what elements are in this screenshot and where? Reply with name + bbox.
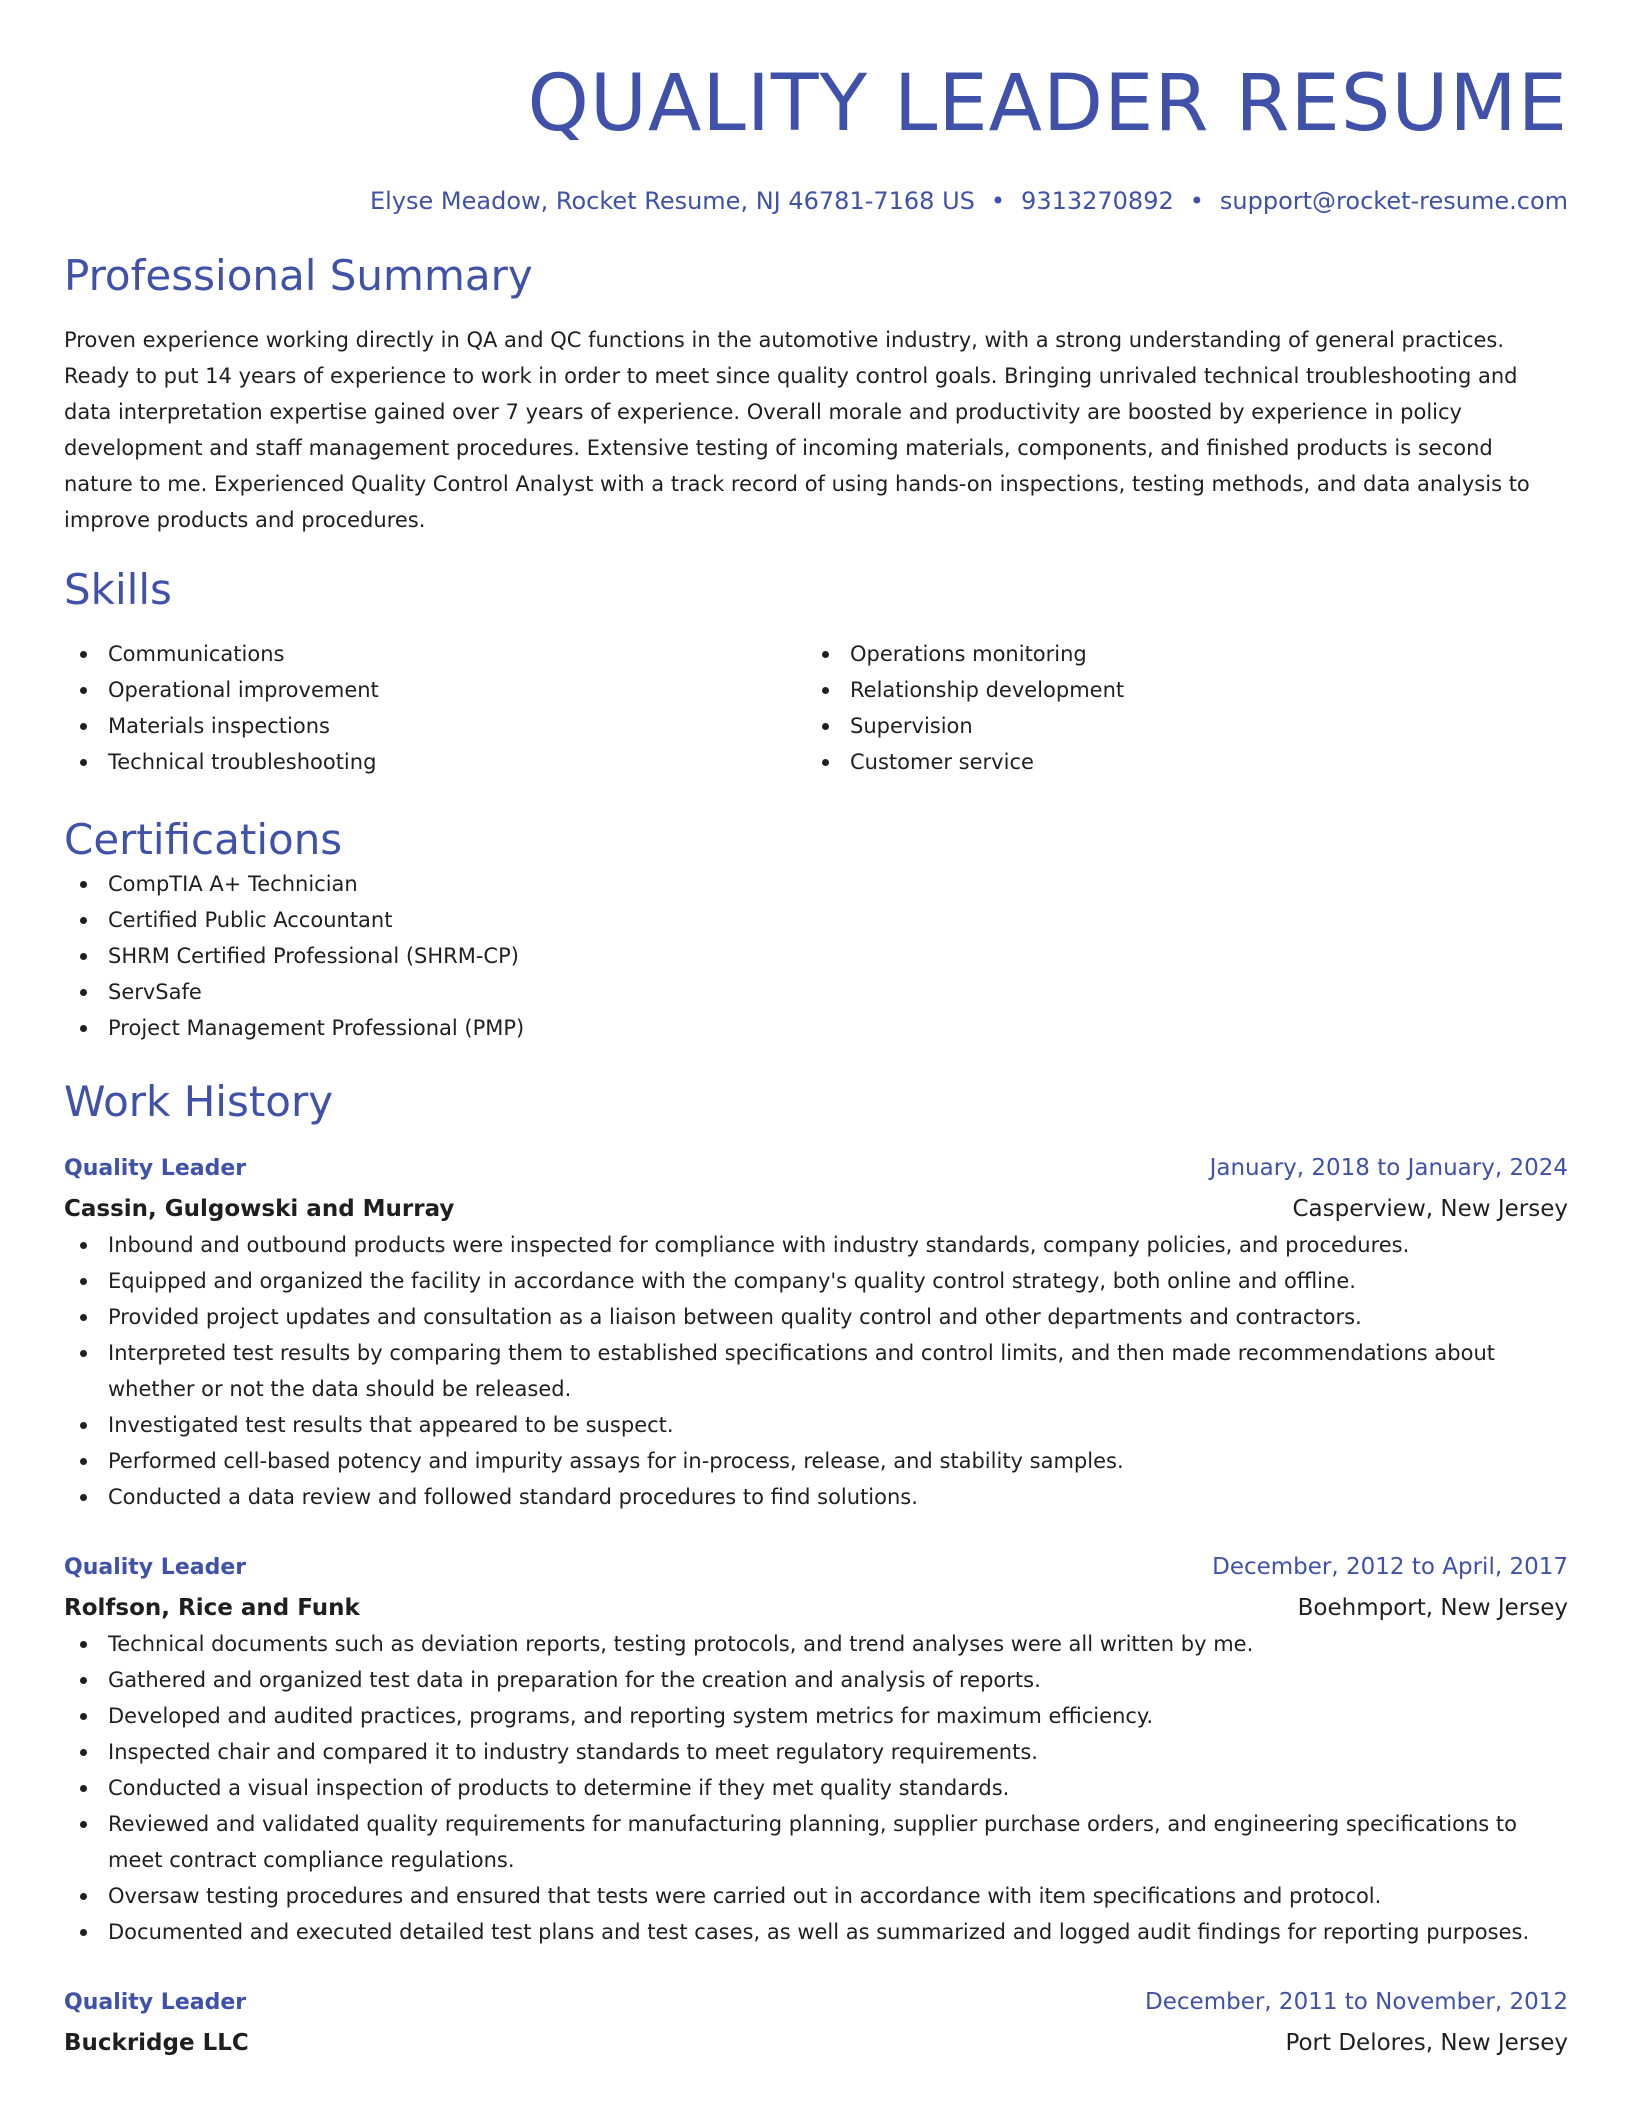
- work-history-heading: Work History: [64, 1077, 334, 1126]
- job-duty-item: Conducted a data review and followed standard procedures to find solutions.: [64, 1479, 1568, 1515]
- resume-title: QUALITY LEADER RESUME: [527, 59, 1568, 149]
- job-company: Rolfson, Rice and Funk: [64, 1595, 360, 1621]
- job-duty-item: Equipped and organized the facility in accordance with the company's quality control strategy, both online and offline.: [64, 1263, 1568, 1299]
- skills-list-left: [64, 636, 806, 780]
- job-location: Casperview, New Jersey: [1292, 1196, 1568, 1222]
- skills-column-left: [64, 636, 806, 780]
- certification-item: Project Management Professional (PMP): [64, 1010, 1568, 1046]
- job-company-row: [64, 2021, 1568, 2061]
- skill-item: Customer service: [806, 744, 1548, 780]
- job-dates: December, 2012 to April, 2017: [1212, 1554, 1568, 1580]
- job-duty-item: Documented and executed detailed test plans and test cases, as well as summarized and logged audit findings for reporting purposes.: [64, 1914, 1568, 1950]
- job-company-row: [64, 1187, 1568, 1227]
- job-header-row: [64, 1150, 1568, 1187]
- job-location: Boehmport, New Jersey: [1297, 1595, 1568, 1621]
- skill-item: Communications: [64, 636, 806, 672]
- job-company: Buckridge LLC: [64, 2030, 249, 2056]
- contact-phone: 9313270892: [1021, 187, 1174, 215]
- job-header-row: [64, 1549, 1568, 1586]
- skill-item: Materials inspections: [64, 708, 806, 744]
- certifications-heading: Certifications: [64, 815, 343, 864]
- job-duty-item: Technical documents such as deviation reports, testing protocols, and trend analyses were all written by me.: [64, 1626, 1568, 1662]
- contact-address: Elyse Meadow, Rocket Resume, NJ 46781-7168 US: [369, 187, 975, 215]
- job-duty-item: Oversaw testing procedures and ensured that tests were carried out in accordance with item specifications and protocol.: [64, 1878, 1568, 1914]
- job-company: Cassin, Gulgowski and Murray: [64, 1196, 455, 1222]
- certifications-list: [64, 866, 1568, 1046]
- certification-item: ServSafe: [64, 974, 1568, 1010]
- skills-column-right: [806, 636, 1548, 780]
- contact-email: support@rocket-resume.com: [1219, 187, 1568, 215]
- job-duty-item: Provided project updates and consultation as a liaison between quality control and other departments and contractors.: [64, 1299, 1568, 1335]
- job-title: Quality Leader: [64, 1156, 247, 1181]
- skills-heading: Skills: [64, 565, 172, 614]
- skill-item: Relationship development: [806, 672, 1548, 708]
- job-location: Port Delores, New Jersey: [1285, 2030, 1568, 2056]
- certification-item: Certified Public Accountant: [64, 902, 1568, 938]
- job-company-row: [64, 1586, 1568, 1626]
- certification-item: SHRM Certified Professional (SHRM-CP): [64, 938, 1568, 974]
- summary-text: Proven experience working directly in QA and QC functions in the automotive industry, with a strong understanding of general practices. Ready to put 14 years of experience to work in order to meet since quality control goals. Bringing unrivaled technical troubleshooting and data interpretation expertise gained over 7 years of experience. Overall morale and productivity are boosted by experience in policy development and staff management procedures. Extensive testing of incoming materials, components, and finished products is second nature to me. Experienced Quality Control Analyst with a track record of using hands-on inspections, testing methods, and data analysis to improve products and procedures.: [64, 328, 1530, 532]
- contact-separator: •: [1189, 187, 1204, 215]
- job-duties-list: [64, 1227, 1568, 1515]
- skill-item: Operational improvement: [64, 672, 806, 708]
- job-duty-item: Inbound and outbound products were inspected for compliance with industry standards, company policies, and procedures.: [64, 1227, 1568, 1263]
- job-entry: [64, 1984, 1568, 2061]
- job-duty-item: Investigated test results that appeared to be suspect.: [64, 1407, 1568, 1443]
- job-duty-item: Performed cell-based potency and impurity assays for in-process, release, and stability samples.: [64, 1443, 1568, 1479]
- job-duty-item: Developed and audited practices, programs, and reporting system metrics for maximum efficiency.: [64, 1698, 1568, 1734]
- job-title: Quality Leader: [64, 1555, 247, 1580]
- skill-item: Supervision: [806, 708, 1548, 744]
- summary-heading: Professional Summary: [64, 251, 533, 300]
- job-header-row: [64, 1984, 1568, 2021]
- skills-grid: [64, 636, 1568, 780]
- skill-item: Operations monitoring: [806, 636, 1548, 672]
- job-duty-item: Gathered and organized test data in preparation for the creation and analysis of reports.: [64, 1662, 1568, 1698]
- job-dates: December, 2011 to November, 2012: [1145, 1989, 1568, 2015]
- job-duty-item: Inspected chair and compared it to industry standards to meet regulatory requirements.: [64, 1734, 1568, 1770]
- job-duty-item: Interpreted test results by comparing them to established specifications and control limits, and then made recommendations about whether or not the data should be released.: [64, 1335, 1568, 1407]
- job-entry: [64, 1549, 1568, 1950]
- job-dates: January, 2018 to January, 2024: [1209, 1155, 1568, 1181]
- job-duty-item: Reviewed and validated quality requirements for manufacturing planning, supplier purchase orders, and engineering specifications to meet contract compliance regulations.: [64, 1806, 1568, 1878]
- certification-item: CompTIA A+ Technician: [64, 866, 1568, 902]
- job-title: Quality Leader: [64, 1990, 247, 2015]
- resume-page: [64, 0, 1568, 2061]
- job-duties-list: [64, 1626, 1568, 1950]
- job-duty-item: Conducted a visual inspection of products to determine if they met quality standards.: [64, 1770, 1568, 1806]
- job-entry: [64, 1150, 1568, 1515]
- contact-line: [64, 186, 1568, 216]
- skill-item: Technical troubleshooting: [64, 744, 806, 780]
- skills-list-right: [806, 636, 1548, 780]
- contact-separator: •: [990, 187, 1006, 215]
